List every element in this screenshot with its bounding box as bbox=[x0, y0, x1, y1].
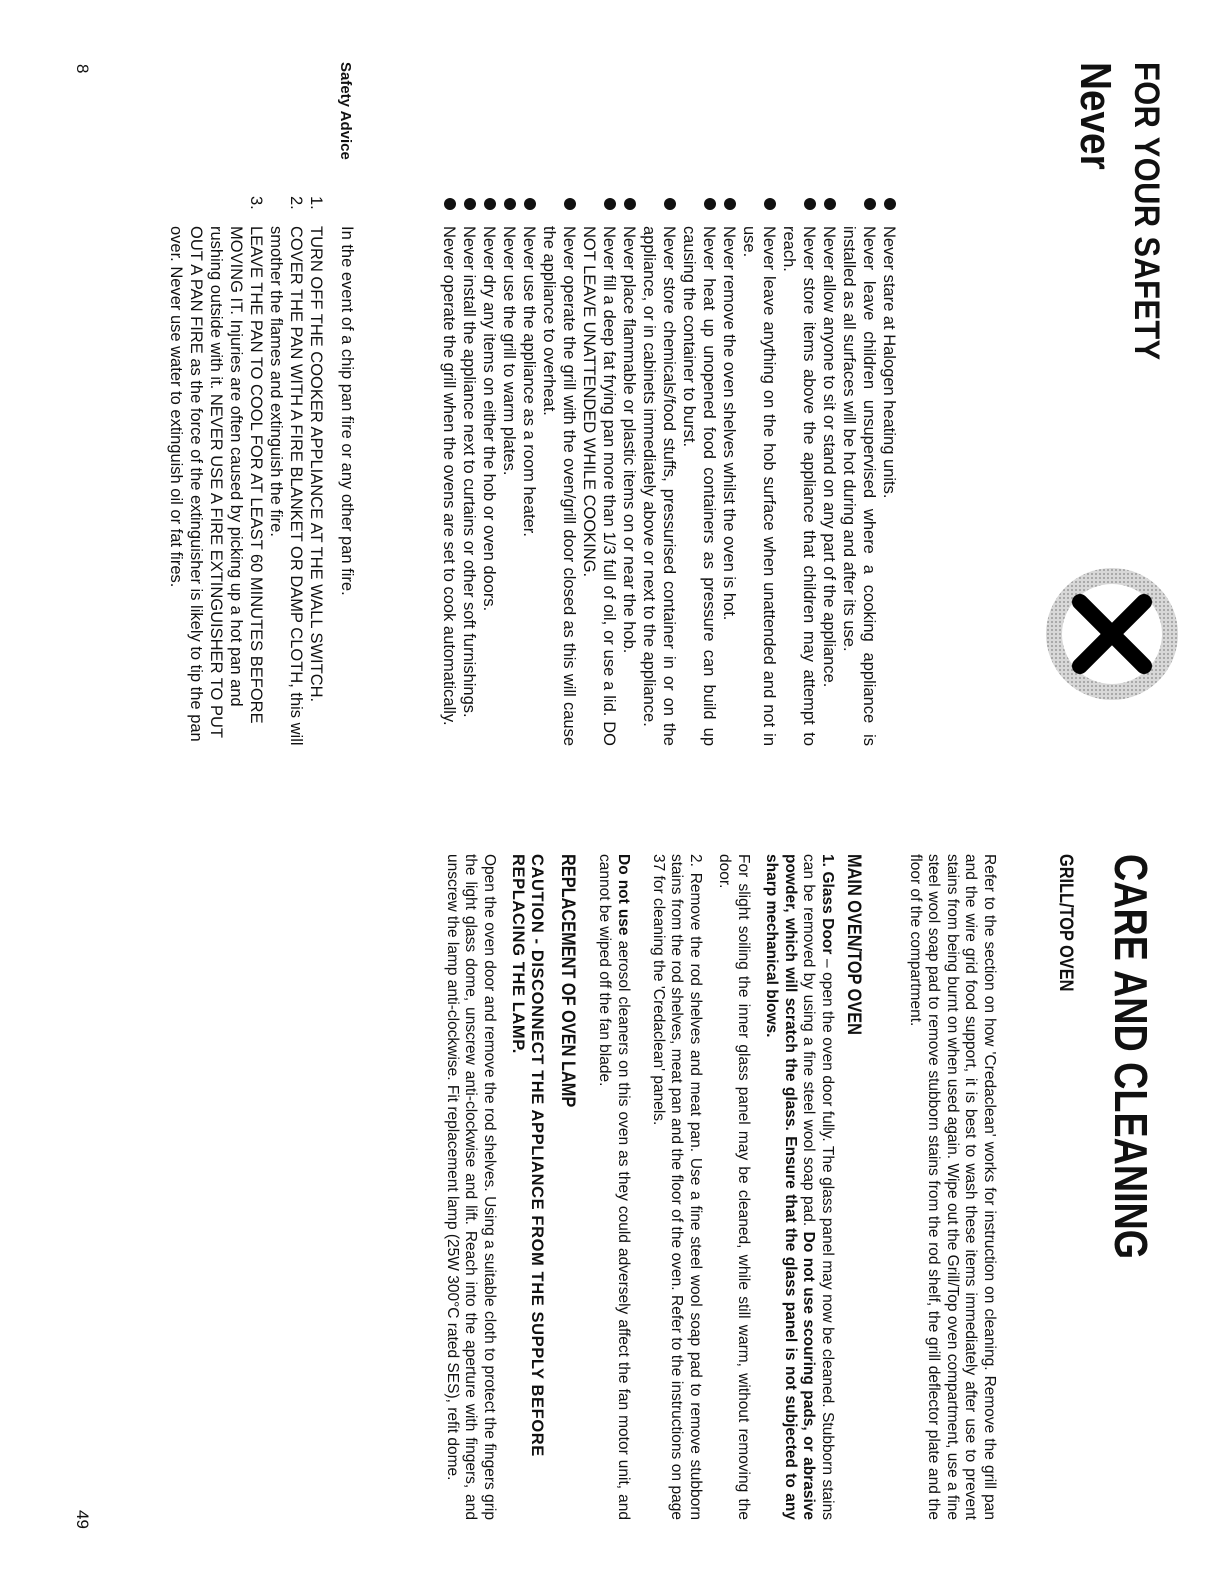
safety-advice-label: Safety Advice bbox=[337, 62, 354, 160]
slight-soiling-text: For slight soiling the inner glass panel may be cleaned, while still warm, without removing the door. bbox=[716, 854, 752, 1520]
never-item bbox=[579, 226, 619, 746]
never-item bbox=[819, 226, 839, 746]
page-number: 49 bbox=[73, 1510, 92, 1529]
step-text: LEAVE THE PAN TO COOL FOR AT LEAST 60 MINUTES BEFORE MOVING IT. Injuries are often caused by picking up a hot pan and rushing outside with it. NEVER USE A FIRE EXTINGUISHER TO PUT OUT A PAN FIRE as the force of the extinguisher is likely to tip the pan over. Never use water to extinguish oil or fat fires. bbox=[167, 226, 265, 742]
page-title: CARE AND CLEANING bbox=[1105, 854, 1157, 1260]
never-item bbox=[619, 226, 639, 746]
bullet-icon bbox=[804, 198, 816, 210]
never-item-text: Never heat up unopened food containers as pressure can build up causing the container to burst. bbox=[680, 226, 718, 746]
page-title: FOR YOUR SAFETY bbox=[1127, 62, 1166, 361]
safety-step bbox=[266, 196, 306, 746]
never-item-text: Never store chemicals/food stuffs, pressurised container in or on the appliance, or in cabinets immediately above or next to the appliance. bbox=[640, 226, 678, 746]
never-item bbox=[679, 226, 719, 746]
bullet-icon bbox=[764, 198, 776, 210]
bullet-icon bbox=[664, 198, 676, 210]
grill-text: Refer to the section on how 'Credaclean' works for instruction on cleaning. Remove the grill pan and the wire grid food support, it is best to wash these items immediately after use to prevent stains from being burnt on when used again. Wipe out the Grill/Top oven compartment, use a fine steel wool soap pad to remove stubborn stains from the rod shelf, the grill deflector plate and the floor of the compartment. bbox=[907, 854, 998, 1521]
grill-heading: GRILL/TOP OVEN bbox=[1055, 854, 1076, 992]
never-item-text: Never stare at Halogen heating units. bbox=[880, 226, 898, 499]
aerosol-paragraph bbox=[595, 854, 632, 1520]
step-text: TURN OFF THE COOKER APPLIANCE AT THE WALL SWITCH. bbox=[307, 226, 325, 703]
main-oven-heading: MAIN OVEN/TOP OVEN bbox=[843, 854, 864, 1035]
aerosol-text: aerosol cleaners on this oven as they could adversely affect the fan motor unit, and cannot be wiped off the fan blade. bbox=[596, 854, 632, 1520]
bullet-icon bbox=[564, 198, 576, 210]
glass-num: 1. bbox=[819, 854, 836, 867]
never-item bbox=[539, 226, 579, 746]
step-text: COVER THE PAN WITH A FIRE BLANKET OR DAMP CLOTH, this will smother the flames and extinguish the fire. bbox=[267, 226, 305, 746]
never-item bbox=[499, 226, 519, 746]
never-list bbox=[439, 226, 899, 746]
never-item-text: Never use the grill to warm plates. bbox=[500, 226, 518, 476]
never-item-text: Never operate the grill with the oven/grill door closed as this will cause the appliance to overheat. bbox=[540, 226, 578, 746]
safety-steps bbox=[166, 196, 326, 746]
safety-step bbox=[166, 196, 266, 746]
never-item-text: Never operate the grill when the ovens are set to cook automatically. bbox=[440, 226, 458, 726]
never-item-text: Never store items above the appliance that children may attempt to reach. bbox=[780, 226, 818, 746]
never-item-text: Never use the appliance as a room heater. bbox=[520, 226, 538, 537]
bullet-icon bbox=[464, 198, 476, 210]
step-number: 3. bbox=[247, 196, 265, 210]
glass-warning: Do not use scouring pads, or abrasive powder, which will scratch the glass. Ensure that the glass panel is not subjected to any sharp mechanical blows. bbox=[763, 854, 818, 1520]
never-item bbox=[459, 226, 479, 746]
lamp-text: Open the oven door and remove the rod shelves. Using a suitable cloth to protect the fingers grip the light glass dome, unscrew anti-clockwise and lift. Reach into the aperture with fingers, and unscrew the lamp anti-clockwise. Fit replacement lamp (25W 300°C rated SES), refit dome. bbox=[444, 854, 498, 1520]
never-item-text: Never fill a deep fat frying pan more than 1/3 full of oil, or use a lid. DO NOT LEAVE UNATTENDED WHILE COOKING. bbox=[580, 226, 618, 746]
never-heading: Never bbox=[1071, 62, 1120, 170]
step-number: 1. bbox=[307, 196, 325, 210]
glass-door-paragraph bbox=[762, 854, 836, 1520]
safety-step bbox=[306, 196, 326, 746]
caution-text: CAUTION - DISCONNECT THE APPLIANCE FROM THE SUPPLY BEFORE REPLACING THE LAMP. bbox=[509, 854, 546, 1457]
never-item bbox=[779, 226, 819, 746]
bullet-icon bbox=[704, 198, 716, 210]
never-item bbox=[479, 226, 499, 746]
never-item-text: Never place flammable or plastic items on or near the hob. bbox=[620, 226, 638, 654]
never-item-text: Never dry any items on either the hob or oven doors. bbox=[480, 226, 498, 612]
never-item-text: Never remove the oven shelves whilst the oven is hot. bbox=[720, 226, 738, 621]
never-item-text: Never leave children unsupervised where a cooking appliance is installed as all surfaces will be hot during and after its use. bbox=[840, 226, 878, 746]
bullet-icon bbox=[724, 198, 736, 210]
never-item-text: Never allow anyone to sit or stand on any part of the appliance. bbox=[820, 226, 838, 688]
bullet-icon bbox=[504, 198, 516, 210]
bullet-icon bbox=[604, 198, 616, 210]
aerosol-bold: Do not use bbox=[615, 854, 632, 936]
never-item bbox=[519, 226, 539, 746]
right-page bbox=[0, 792, 1224, 1584]
bullet-icon bbox=[824, 198, 836, 210]
bullet-icon bbox=[884, 198, 896, 210]
step-number: 2. bbox=[287, 196, 305, 210]
bullet-icon bbox=[444, 198, 456, 210]
never-item-text: Never install the appliance next to curtains or other soft furnishings. bbox=[460, 226, 478, 718]
never-item-text: Never leave anything on the hob surface when unattended and not in use. bbox=[740, 226, 778, 746]
never-item bbox=[439, 226, 459, 746]
lamp-heading: REPLACEMENT OF OVEN LAMP bbox=[557, 854, 578, 1108]
bullet-icon bbox=[864, 198, 876, 210]
never-item bbox=[719, 226, 739, 746]
bullet-icon bbox=[624, 198, 636, 210]
safety-intro: In the event of a chip pan fire or any other pan fire. bbox=[338, 226, 356, 596]
never-item bbox=[839, 226, 879, 746]
glass-label: Glass Door bbox=[819, 871, 836, 955]
never-item bbox=[879, 226, 899, 746]
rod-shelves-text: 2. Remove the rod shelves and meat pan. Use a fine steel wool soap pad to remove stubborn stains from the rod shelves, meat pan and the floor of the oven. Refer to the instructions on page 37 for cleaning the 'Credaclean' panels. bbox=[650, 854, 704, 1520]
bullet-icon bbox=[484, 198, 496, 210]
bullet-icon bbox=[524, 198, 536, 210]
prohibition-icon bbox=[1042, 564, 1182, 704]
never-item bbox=[639, 226, 679, 746]
glass-text: – open the oven door fully. The glass panel may now be cleaned. Stubborn stains can be removed by using a fine steel wool soap pad. bbox=[800, 854, 836, 1520]
never-item bbox=[739, 226, 779, 746]
page-number: 8 bbox=[73, 64, 92, 74]
